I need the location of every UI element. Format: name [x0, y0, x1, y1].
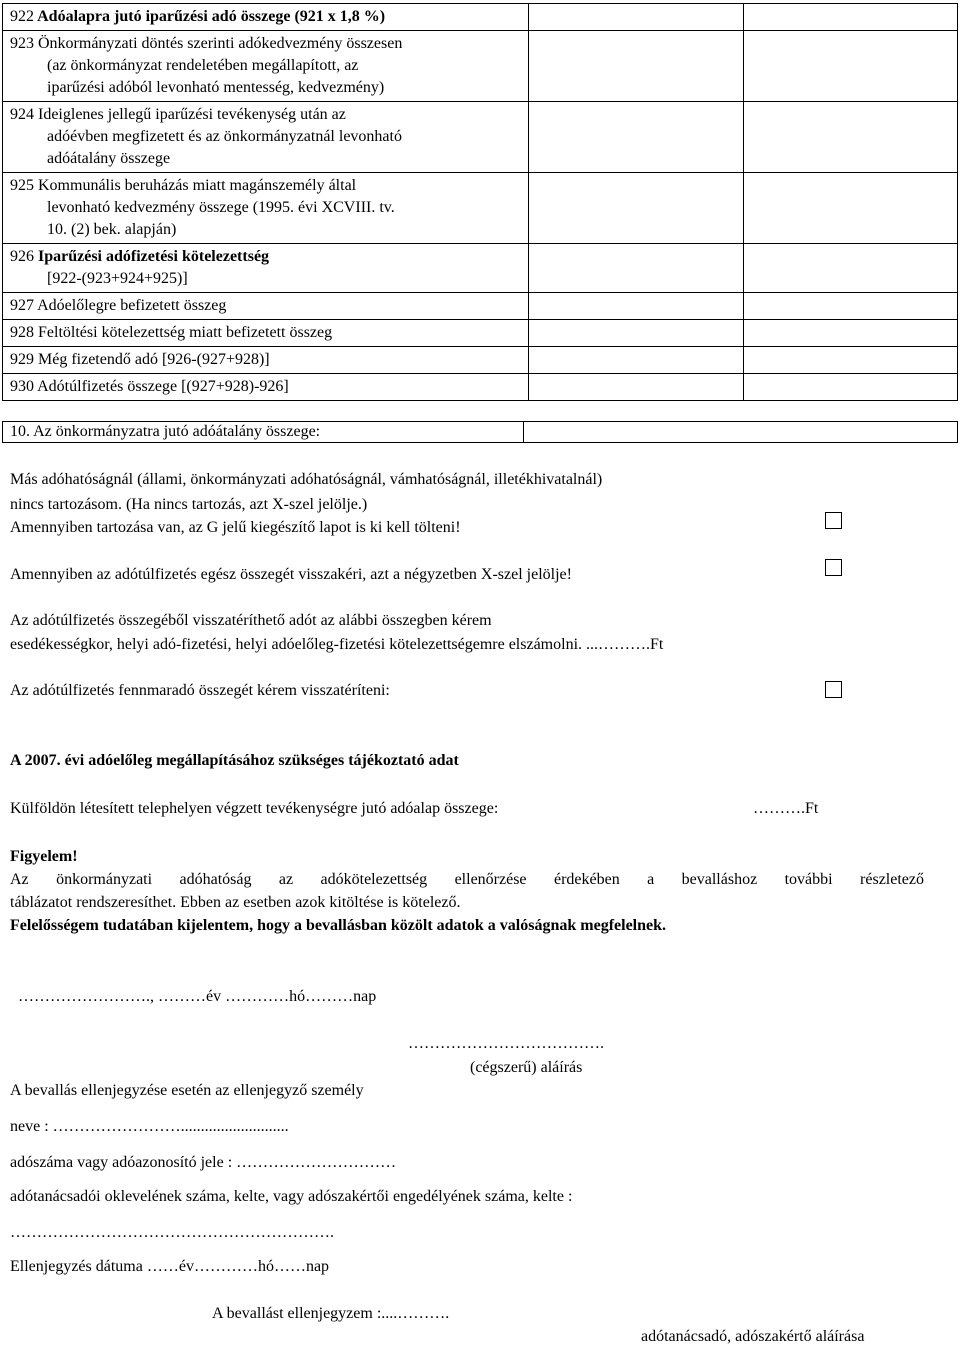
row-label-line	[10, 376, 522, 398]
countersign-date-line[interactable]: Ellenjegyzés dátuma ……év…………hó……nap	[10, 1258, 330, 1275]
remaining-refund-checkbox[interactable]	[825, 681, 842, 698]
row-text: Adótúlfizetés összege [(927+928)-926]	[37, 378, 289, 395]
section-10-label: 10. Az önkormányzatra jutó adóátalány összege:	[10, 423, 321, 440]
value-cell[interactable]	[743, 173, 957, 244]
countersigner-name-line[interactable]: neve : ……………………...........................	[10, 1118, 289, 1135]
value-cell[interactable]	[529, 244, 743, 293]
row-label-line	[10, 148, 522, 170]
attention-title: Figyelem!	[10, 848, 78, 865]
row-label-cell	[3, 293, 529, 320]
row-text: adóátalány összege	[47, 150, 171, 167]
row-label-cell	[3, 244, 529, 293]
value-cell[interactable]	[743, 374, 957, 401]
countersigned-by-line[interactable]: A bevallást ellenjegyzem :....……….	[212, 1305, 450, 1322]
signature-label: (cégszerű) aláírás	[470, 1059, 583, 1076]
advisor-license-dots[interactable]: …………………………………………………….	[10, 1224, 334, 1241]
foreign-base-label: Külföldön létesített telephelyen végzett tevékenységre jutó adóalap összege:	[10, 800, 499, 817]
row-label-line	[10, 55, 522, 77]
row-number: 929	[10, 351, 34, 368]
row-number: 928	[10, 324, 34, 341]
advisor-signature-label: adótanácsadó, adószakértő aláírása	[641, 1328, 865, 1345]
foreign-base-value[interactable]: ……….Ft	[753, 800, 819, 817]
value-cell[interactable]	[743, 347, 957, 374]
row-label-line	[10, 6, 522, 28]
row-text: Önkormányzati döntés szerinti adókedvezmény összesen	[38, 35, 403, 52]
value-cell[interactable]	[529, 347, 743, 374]
row-label-line	[10, 126, 522, 148]
row-text: (az önkormányzat rendeletében megállapított, az	[47, 57, 359, 74]
value-cell[interactable]	[529, 173, 743, 244]
row-label-line	[10, 246, 522, 268]
remaining-refund-text: Az adótúlfizetés fennmaradó összegét kérem visszatéríteni:	[10, 682, 390, 699]
row-label-cell	[3, 347, 529, 374]
row-label-line	[10, 77, 522, 99]
row-label-line	[10, 349, 522, 371]
row-label-line	[10, 197, 522, 219]
signature-dots[interactable]: ……………………………….	[408, 1035, 604, 1052]
row-number: 930	[10, 378, 34, 395]
table-row	[3, 374, 958, 401]
no-debt-checkbox[interactable]	[825, 512, 842, 529]
row-label-cell	[3, 102, 529, 173]
row-text: Kommunális beruházás miatt magánszemély által	[38, 177, 357, 194]
section-10-row	[2, 421, 958, 443]
attention-line1	[10, 869, 924, 891]
row-label-line	[10, 322, 522, 344]
value-cell[interactable]	[529, 320, 743, 347]
attention-line1-text: Az önkormányzati adóhatóság az adókötelezettség ellenőrzése érdekében a bevalláshoz további részletező	[10, 871, 924, 888]
row-label-cell	[3, 320, 529, 347]
row-label-cell	[3, 173, 529, 244]
debt-text-line2: nincs tartozásom. (Ha nincs tartozás, azt X-szel jelölje.)	[10, 496, 368, 513]
row-label-line	[10, 219, 522, 241]
section-10-divider	[523, 422, 524, 442]
row-label-cell	[3, 4, 529, 31]
value-cell[interactable]	[743, 4, 957, 31]
value-cell[interactable]	[529, 4, 743, 31]
refund-all-text: Amennyiben az adótúlfizetés egész összegét visszakéri, azt a négyzetben X-szel jelölje!	[10, 566, 572, 583]
row-label-line	[10, 268, 522, 290]
table-row	[3, 244, 958, 293]
table-row	[3, 173, 958, 244]
row-text: iparűzési adóból levonható mentesség, kedvezmény)	[47, 79, 385, 96]
row-text: Iparűzési adófizetési kötelezettség	[38, 248, 270, 265]
debt-text-line1: Más adóhatóságnál (állami, önkormányzati adóhatóságnál, vámhatóságnál, illetékhivatalnál)	[10, 471, 603, 488]
row-label-line	[10, 295, 522, 317]
table-row	[3, 347, 958, 374]
table-row	[3, 102, 958, 173]
table-row	[3, 320, 958, 347]
value-cell[interactable]	[743, 293, 957, 320]
row-number: 926	[10, 248, 34, 265]
row-number: 924	[10, 106, 34, 123]
value-cell[interactable]	[529, 102, 743, 173]
declaration-text: Felelősségem tudatában kijelentem, hogy a bevallásban közölt adatok a valóságnak megfelelnek.	[10, 917, 667, 934]
table-row	[3, 4, 958, 31]
value-cell[interactable]	[529, 31, 743, 102]
offset-text-line1: Az adótúlfizetés összegéből visszatéríthető adót az alábbi összegben kérem	[10, 612, 492, 629]
row-label-cell	[3, 374, 529, 401]
attention-line2: táblázatot rendszeresíthet. Ebben az esetben azok kitöltése is kötelező.	[10, 894, 461, 911]
table-row	[3, 31, 958, 102]
row-label-line	[10, 33, 522, 55]
offset-text-line2: esedékességkor, helyi adó-fizetési, helyi adóelőleg-fizetési kötelezettségemre elszámolni. ...……….Ft	[10, 636, 664, 653]
countersign-title: A bevallás ellenjegyzése esetén az ellenjegyző személy	[10, 1082, 364, 1099]
row-text: Adóelőlegre befizetett összeg	[37, 297, 227, 314]
row-text: 10. (2) bek. alapján)	[47, 221, 177, 238]
date-line[interactable]: ……………………., ………év …………hó………nap	[18, 988, 377, 1005]
advance-heading: A 2007. évi adóelőleg megállapításához szükséges tájékoztató adat	[10, 752, 459, 769]
row-number: 927	[10, 297, 34, 314]
value-cell[interactable]	[743, 102, 957, 173]
row-number: 923	[10, 35, 34, 52]
row-text: Feltöltési kötelezettség miatt befizetett összeg	[38, 324, 333, 341]
value-cell[interactable]	[529, 374, 743, 401]
value-cell[interactable]	[743, 244, 957, 293]
row-number: 922	[10, 8, 34, 25]
row-text: Adóalapra jutó iparűzési adó összege (921 x 1,8 %)	[37, 8, 386, 25]
value-cell[interactable]	[743, 320, 957, 347]
table-row	[3, 293, 958, 320]
countersigner-taxid-line[interactable]: adószáma vagy adóazonosító jele : …………………………	[10, 1154, 397, 1171]
row-label-cell	[3, 31, 529, 102]
row-text: Ideiglenes jellegű iparűzési tevékenység után az	[38, 106, 346, 123]
row-text: adóévben megfizetett és az önkormányzatnál levonható	[47, 128, 402, 145]
value-cell[interactable]	[529, 293, 743, 320]
row-text: [922-(923+924+925)]	[47, 270, 188, 287]
row-label-line	[10, 175, 522, 197]
tax-table	[2, 3, 958, 401]
value-cell[interactable]	[743, 31, 957, 102]
debt-text-line3: Amennyiben tartozása van, az G jelű kiegészítő lapot is ki kell tölteni!	[10, 519, 461, 536]
row-number: 925	[10, 177, 34, 194]
row-label-line	[10, 104, 522, 126]
row-text: Még fizetendő adó [926-(927+928)]	[38, 351, 270, 368]
refund-all-checkbox[interactable]	[825, 559, 842, 576]
row-text: levonható kedvezmény összege (1995. évi XCVIII. tv.	[47, 199, 395, 216]
advisor-license-label: adótanácsadói oklevelének száma, kelte, vagy adószakértői engedélyének száma, kelte :	[10, 1188, 573, 1205]
